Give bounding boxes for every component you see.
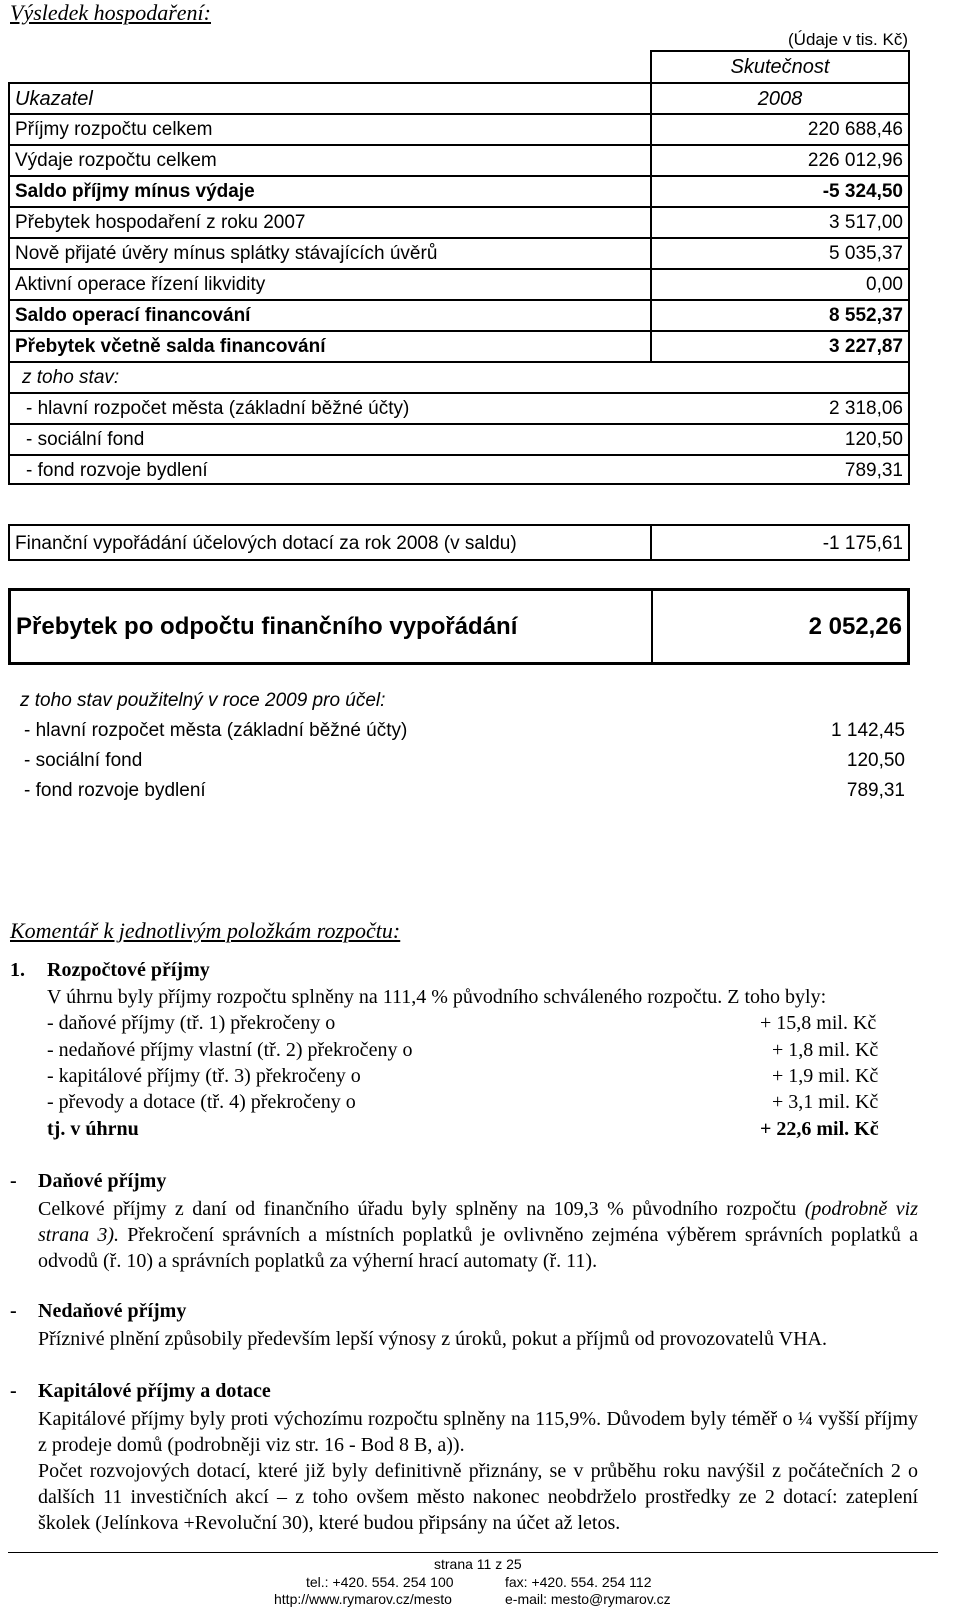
row-label: Saldo operací financování (15, 305, 251, 326)
tax-text-a: Celkové příjmy z daní od finančního úřadu byly splněny na 109,3 % původního rozpočtu (38, 1198, 805, 1220)
breakdown-label: - převody a dotace (tř. 4) překročeny o (47, 1091, 356, 1113)
table-row (8, 144, 910, 175)
breakdown-amount: + 15,8 mil. Kč (760, 1012, 877, 1034)
nontax-revenue-heading: Nedaňové příjmy (38, 1300, 187, 1322)
bullet-dash: - (10, 1380, 17, 1402)
row-label: Přebytek hospodaření z roku 2007 (15, 212, 306, 233)
table-row (8, 113, 910, 144)
row-value: 8 552,37 (829, 305, 903, 326)
commentary-title: Komentář k jednotlivým položkám rozpočtu: (10, 918, 401, 943)
breakdown-total-label: tj. v úhrnu (47, 1118, 139, 1140)
surplus-after-label: Přebytek po odpočtu finančního vypořádání (16, 613, 518, 640)
breakdown-amount: + 1,9 mil. Kč (772, 1065, 879, 1087)
breakdown-label: - nedaňové příjmy vlastní (tř. 2) překročeny o (47, 1039, 413, 1061)
tax-text-italic: (podrobně viz strana 3). (38, 1198, 918, 1246)
breakdown-amount: + 1,8 mil. Kč (772, 1039, 879, 1061)
row-label: Nově přijaté úvěry mínus splátky stávajících úvěrů (15, 243, 438, 264)
header-year: 2008 (757, 88, 803, 110)
item-number: 1. (10, 959, 25, 981)
breakdown-amount: + 3,1 mil. Kč (772, 1091, 879, 1113)
row-label: - hlavní rozpočet města (základní běžné účty) (26, 398, 410, 419)
row-label: Saldo příjmy mínus výdaje (15, 181, 255, 202)
row-label: - sociální fond (26, 429, 145, 450)
footer-phone: tel.: +420. 554. 254 100 (306, 1574, 454, 1590)
footer-divider (8, 1552, 938, 1553)
tax-revenue-text (38, 1196, 918, 1274)
capital-revenue-text-1: Kapitálové příjmy byly proti výchozímu rozpočtu splněny na 115,9%. Důvodem byly téměř o ¼ vyšší příjmy z prodeje domů (podrobněji viz str. 16 - Bod 8 B, a)). (38, 1408, 918, 1456)
row-label: Výdaje rozpočtu celkem (15, 150, 217, 171)
table-header (8, 82, 910, 113)
capital-revenue-text-2: Počet rozvojových dotací, které již byly definitivně přiznány, se v průběhu roku navýšil z počátečních 2 o dalších 11 investičních akcí – z toho ovšem město nakonec neobdrželo prostředky ze 2 dotací: zateplení školek (Jelínkova +Revoluční 30), které budou připsány na účet až letos. (38, 1460, 918, 1534)
surplus-after-value: 2 052,26 (808, 613, 902, 640)
tax-revenue-heading: Daňové příjmy (38, 1170, 167, 1192)
list-item (24, 750, 905, 778)
table-row (8, 299, 910, 330)
page-number: strana 11 z 25 (434, 1556, 522, 1572)
header-actual: Skutečnost (650, 50, 908, 82)
footer-website-link[interactable]: http://www.rymarov.cz/mesto (274, 1591, 452, 1607)
row-label: Přebytek včetně salda financování (15, 336, 326, 357)
breakdown-label: - kapitálové příjmy (tř. 3) překročeny o (47, 1065, 361, 1087)
breakdown-total-amount: + 22,6 mil. Kč (760, 1118, 879, 1140)
row-label: - fond rozvoje bydlení (26, 460, 208, 481)
usable-value: 120,50 (846, 750, 905, 771)
table-row (8, 206, 910, 237)
footer-email-link[interactable]: e-mail: mesto@rymarov.cz (505, 1591, 671, 1607)
row-value: -5 324,50 (822, 181, 903, 202)
usable-label: - hlavní rozpočet města (základní běžné účty) (24, 720, 408, 741)
table-row (8, 392, 910, 423)
grant-settlement-row (8, 524, 910, 561)
breakdown-label: - daňové příjmy (tř. 1) překročeny o (47, 1012, 336, 1034)
list-item (24, 720, 905, 748)
bullet-dash: - (10, 1170, 17, 1192)
revenue-intro: V úhrnu byly příjmy rozpočtu splněny na 111,4 % původního schváleného rozpočtu. Z toho byly: (47, 986, 827, 1008)
row-value: 2 318,06 (829, 398, 903, 419)
financial-table (8, 50, 910, 485)
table-row (8, 237, 910, 268)
row-label: Aktivní operace řízení likvidity (15, 274, 266, 295)
footer-fax: fax: +420. 554. 254 112 (505, 1574, 652, 1590)
grant-settlement-value: -1 175,61 (822, 533, 903, 554)
usable-value: 1 142,45 (831, 720, 905, 741)
section-title: Výsledek hospodaření: (10, 0, 211, 25)
revenue-heading: Rozpočtové příjmy (47, 959, 210, 981)
surplus-after-row (8, 588, 910, 665)
row-value: 120,50 (844, 429, 903, 450)
row-value: 226 012,96 (807, 150, 903, 171)
usable-label: - sociální fond (24, 750, 143, 771)
row-value: 5 035,37 (829, 243, 903, 264)
row-value: 3 227,87 (829, 336, 903, 357)
row-label: z toho stav: (22, 367, 120, 388)
table-row (8, 454, 910, 485)
row-value: 789,31 (844, 460, 903, 481)
tax-text-b: Překročení správních a místních poplatků je ovlivněno zejména výběrem správních poplatků a odvodů (ř. 10) a správních poplatků za výherní hrací automaty (ř. 11). (38, 1224, 918, 1272)
row-value: 220 688,46 (807, 119, 903, 140)
table-header-top (8, 50, 910, 82)
usable-value: 789,31 (846, 780, 905, 801)
grant-settlement-label: Finanční vypořádání účelových dotací za rok 2008 (v saldu) (15, 533, 517, 554)
bullet-dash: - (10, 1300, 17, 1322)
row-label: Příjmy rozpočtu celkem (15, 119, 213, 140)
usable-label: - fond rozvoje bydlení (24, 780, 206, 801)
table-row (8, 330, 910, 361)
table-row (8, 361, 910, 392)
table-row (8, 423, 910, 454)
row-value: 0,00 (866, 274, 903, 295)
row-value: 3 517,00 (829, 212, 903, 233)
units-note: (Údaje v tis. Kč) (788, 30, 908, 49)
table-row (8, 175, 910, 206)
header-indicator: Ukazatel (15, 88, 93, 110)
list-item (24, 780, 905, 808)
nontax-revenue-text: Příznivé plnění způsobily především lepší výnosy z úroků, pokut a příjmů od provozovatelů VHA. (38, 1328, 827, 1350)
capital-revenue-heading: Kapitálové příjmy a dotace (38, 1380, 271, 1402)
table-row (8, 268, 910, 299)
usable-heading: z toho stav použitelný v roce 2009 pro účel: (20, 690, 386, 711)
